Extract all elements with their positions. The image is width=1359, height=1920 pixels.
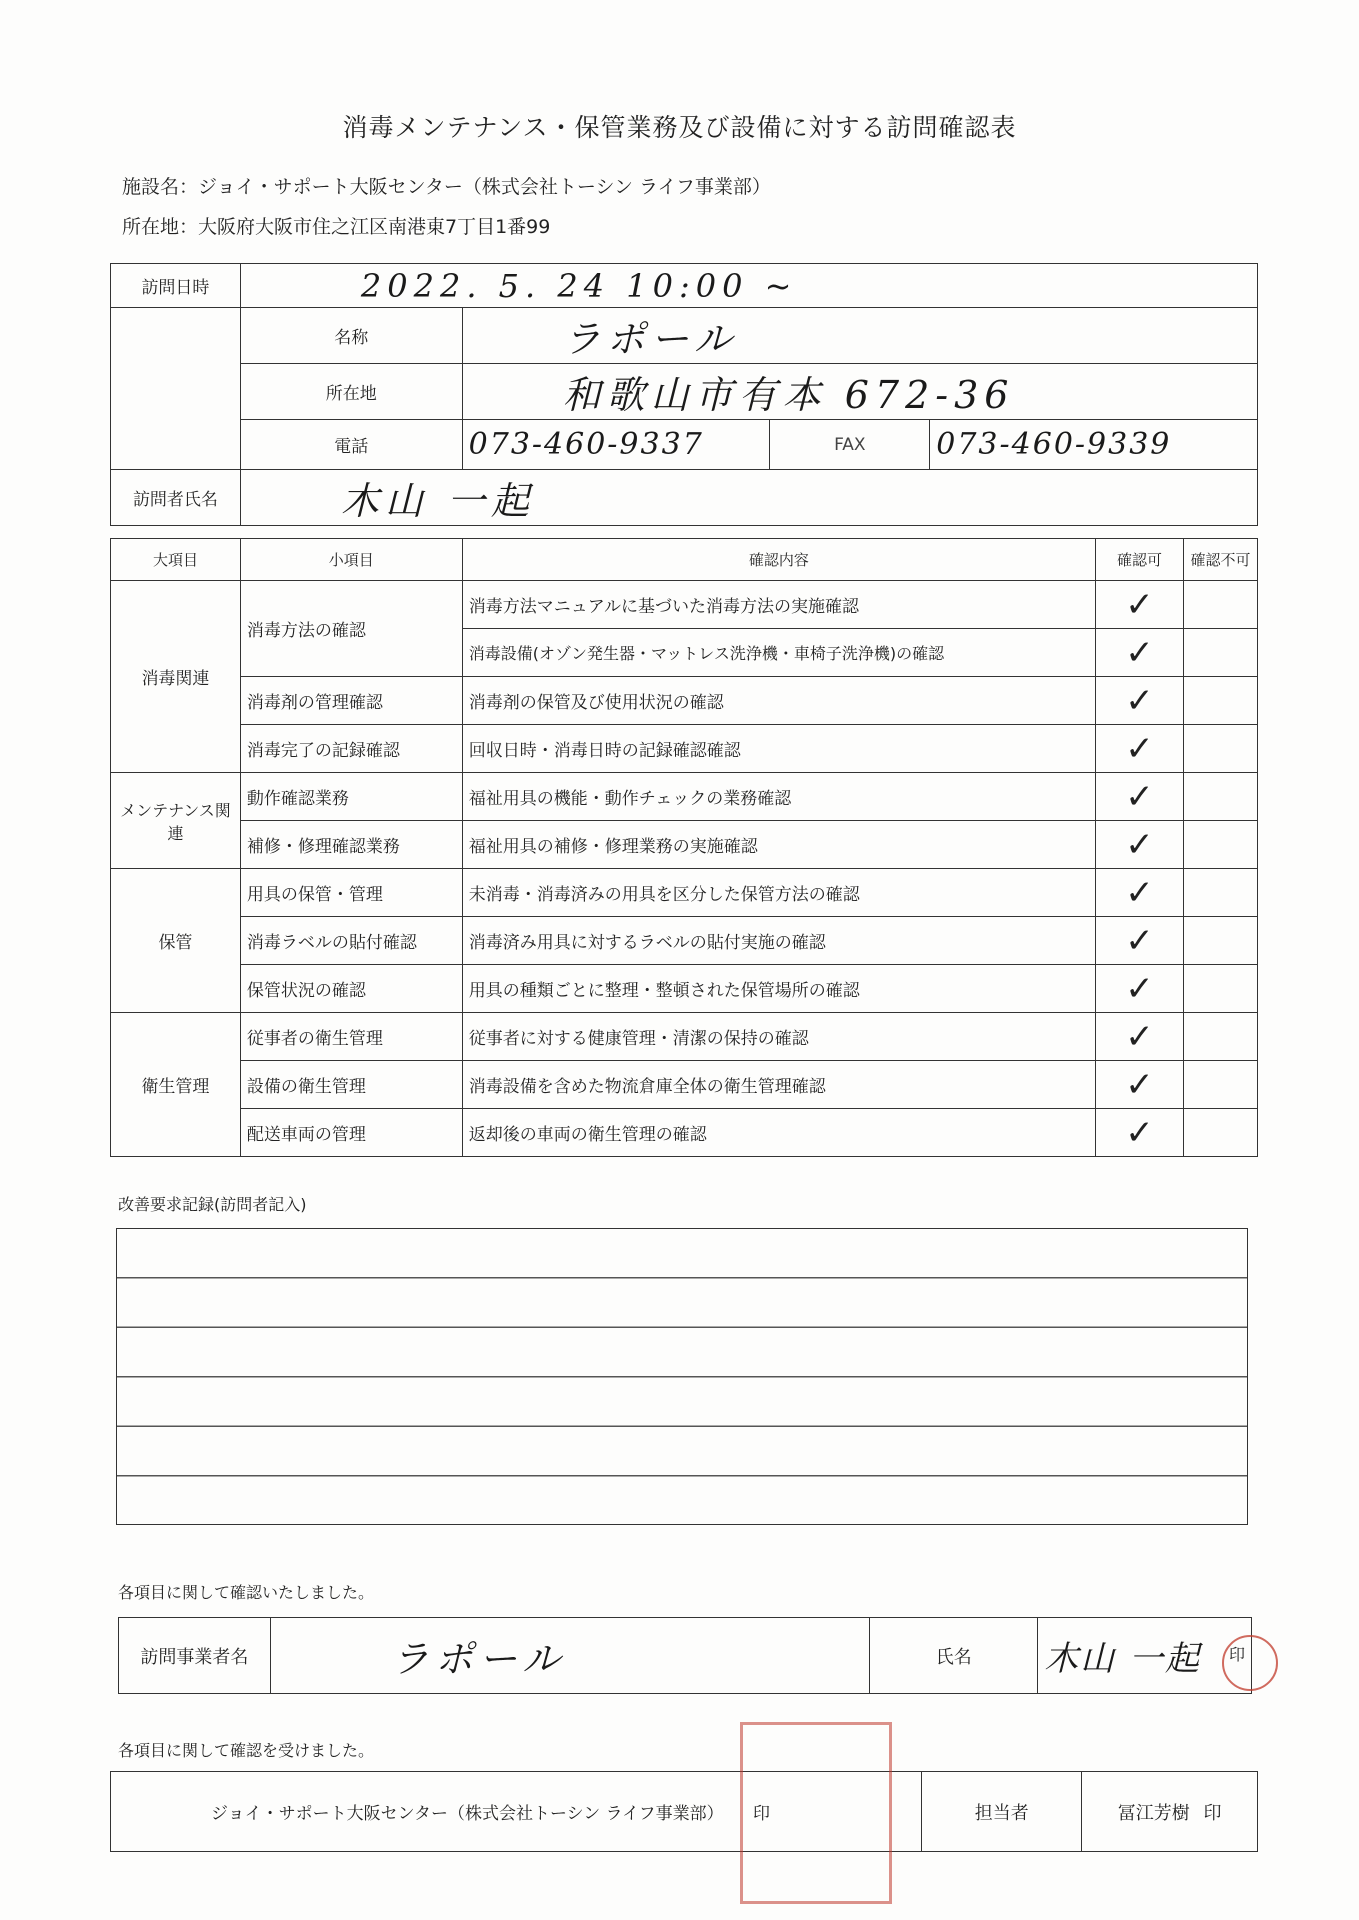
minor-item: 消毒剤の管理確認	[240, 677, 462, 725]
minor-item: 補修・修理確認業務	[240, 821, 462, 869]
ng-cell	[1184, 1013, 1258, 1061]
header-minor: 小項目	[240, 539, 462, 581]
company-label: 訪問事業者名	[119, 1618, 271, 1694]
major-hygiene: 衛生管理	[111, 1013, 241, 1157]
content-item: 消毒設備を含めた物流倉庫全体の衛生管理確認	[462, 1061, 1095, 1109]
minor-item: 動作確認業務	[240, 773, 462, 821]
check-mark: ✓	[1096, 1109, 1184, 1157]
location-value: 和歌山市有本 672-36	[462, 364, 1257, 420]
minor-item: 保管状況の確認	[240, 965, 462, 1013]
facility-line: 施設名：ジョイ・サポート大阪センター（株式会社トーシン ライフ事業部）	[122, 176, 771, 198]
check-mark: ✓	[1096, 677, 1184, 725]
visitor-name-label: 訪問者氏名	[111, 470, 241, 526]
location-label: 所在地	[240, 364, 462, 420]
visit-date-label: 訪問日時	[111, 264, 241, 308]
ng-cell	[1184, 965, 1258, 1013]
check-mark: ✓	[1096, 581, 1184, 629]
content-item: 福祉用具の補修・修理業務の実施確認	[462, 821, 1095, 869]
content-item: 福祉用具の機能・動作チェックの業務確認	[462, 773, 1095, 821]
check-mark: ✓	[1096, 869, 1184, 917]
seal-stamp-icon	[1222, 1635, 1278, 1691]
company-value: ラポール	[270, 1618, 869, 1694]
header-ok: 確認可	[1096, 539, 1184, 581]
ng-cell	[1184, 869, 1258, 917]
check-mark: ✓	[1096, 1013, 1184, 1061]
name-value: ラポール	[462, 308, 1257, 364]
content-item: 未消毒・消毒済みの用具を区分した保管方法の確認	[462, 869, 1095, 917]
header-ng: 確認不可	[1184, 539, 1258, 581]
phone-value: 073-460-9337	[462, 420, 770, 470]
content-item: 従事者に対する健康管理・清潔の保持の確認	[462, 1013, 1095, 1061]
confirm2-text: 各項目に関して確認を受けました。	[118, 1741, 375, 1760]
ng-cell	[1184, 677, 1258, 725]
major-storage: 保管	[111, 869, 241, 1013]
content-item: 消毒設備(オゾン発生器・マットレス洗浄機・車椅子洗浄機)の確認	[462, 629, 1095, 677]
check-mark: ✓	[1096, 821, 1184, 869]
visitor-block	[118, 1617, 1252, 1694]
content-item: 返却後の車両の衛生管理の確認	[462, 1109, 1095, 1157]
check-mark: ✓	[1096, 917, 1184, 965]
ng-cell	[1184, 629, 1258, 677]
minor-item: 用具の保管・管理	[240, 869, 462, 917]
name-label: 名称	[240, 308, 462, 364]
check-mark: ✓	[1096, 725, 1184, 773]
remarks-label: 改善要求記録(訪問者記入)	[118, 1195, 307, 1214]
content-item: 消毒済み用具に対するラベルの貼付実施の確認	[462, 917, 1095, 965]
check-mark: ✓	[1096, 1061, 1184, 1109]
major-disinfection: 消毒関連	[111, 581, 241, 773]
company-stamp-icon	[740, 1722, 892, 1904]
minor-item: 消毒方法の確認	[240, 581, 462, 677]
ng-cell	[1184, 917, 1258, 965]
person-seal: 印	[1203, 1802, 1222, 1824]
visitor-sign-label: 氏名	[870, 1618, 1038, 1694]
minor-item: 消毒完了の記録確認	[240, 725, 462, 773]
ng-cell	[1184, 773, 1258, 821]
receiver-block	[110, 1771, 1258, 1852]
checklist-table	[110, 538, 1258, 1157]
check-mark: ✓	[1096, 773, 1184, 821]
seal-mark: 印	[1228, 1645, 1245, 1664]
minor-item: 配送車両の管理	[240, 1109, 462, 1157]
receiver-org: ジョイ・サポート大阪センター（株式会社トーシン ライフ事業部）	[211, 1804, 724, 1824]
person-label: 担当者	[922, 1772, 1082, 1852]
ng-cell	[1184, 821, 1258, 869]
minor-item: 設備の衛生管理	[240, 1061, 462, 1109]
content-item: 用具の種類ごとに整理・整頓された保管場所の確認	[462, 965, 1095, 1013]
ng-cell	[1184, 1109, 1258, 1157]
visitor-signature: 木山 一起	[1044, 1639, 1201, 1679]
major-maintenance: メンテナンス関連	[111, 773, 241, 869]
fax-value: 073-460-9339	[930, 420, 1258, 470]
content-item: 消毒剤の保管及び使用状況の確認	[462, 677, 1095, 725]
content-item: 消毒方法マニュアルに基づいた消毒方法の実施確認	[462, 581, 1095, 629]
check-mark: ✓	[1096, 629, 1184, 677]
ng-cell	[1184, 725, 1258, 773]
address-line: 所在地：大阪府大阪市住之江区南港東7丁目1番99	[122, 216, 551, 238]
ng-cell	[1184, 581, 1258, 629]
person-value: 冨江芳樹	[1117, 1802, 1190, 1824]
visit-date-value: 2022. 5. 24 10:00 ~	[240, 264, 1257, 308]
header-major: 大項目	[111, 539, 241, 581]
check-mark: ✓	[1096, 965, 1184, 1013]
ng-cell	[1184, 1061, 1258, 1109]
remarks-box	[116, 1228, 1248, 1525]
page-title: 消毒メンテナンス・保管業務及び設備に対する訪問確認表	[342, 113, 1017, 142]
minor-item: 従事者の衛生管理	[240, 1013, 462, 1061]
fax-label: FAX	[770, 420, 930, 470]
content-item: 回収日時・消毒日時の記録確認確認	[462, 725, 1095, 773]
visitor-name-value: 木山 一起	[240, 470, 1257, 526]
receiver-org-seal: 印	[753, 1804, 771, 1824]
visit-info-table	[110, 263, 1258, 526]
phone-label: 電話	[240, 420, 462, 470]
confirm1-text: 各項目に関して確認いたしました。	[118, 1583, 375, 1602]
minor-item: 消毒ラベルの貼付確認	[240, 917, 462, 965]
header-content: 確認内容	[462, 539, 1095, 581]
